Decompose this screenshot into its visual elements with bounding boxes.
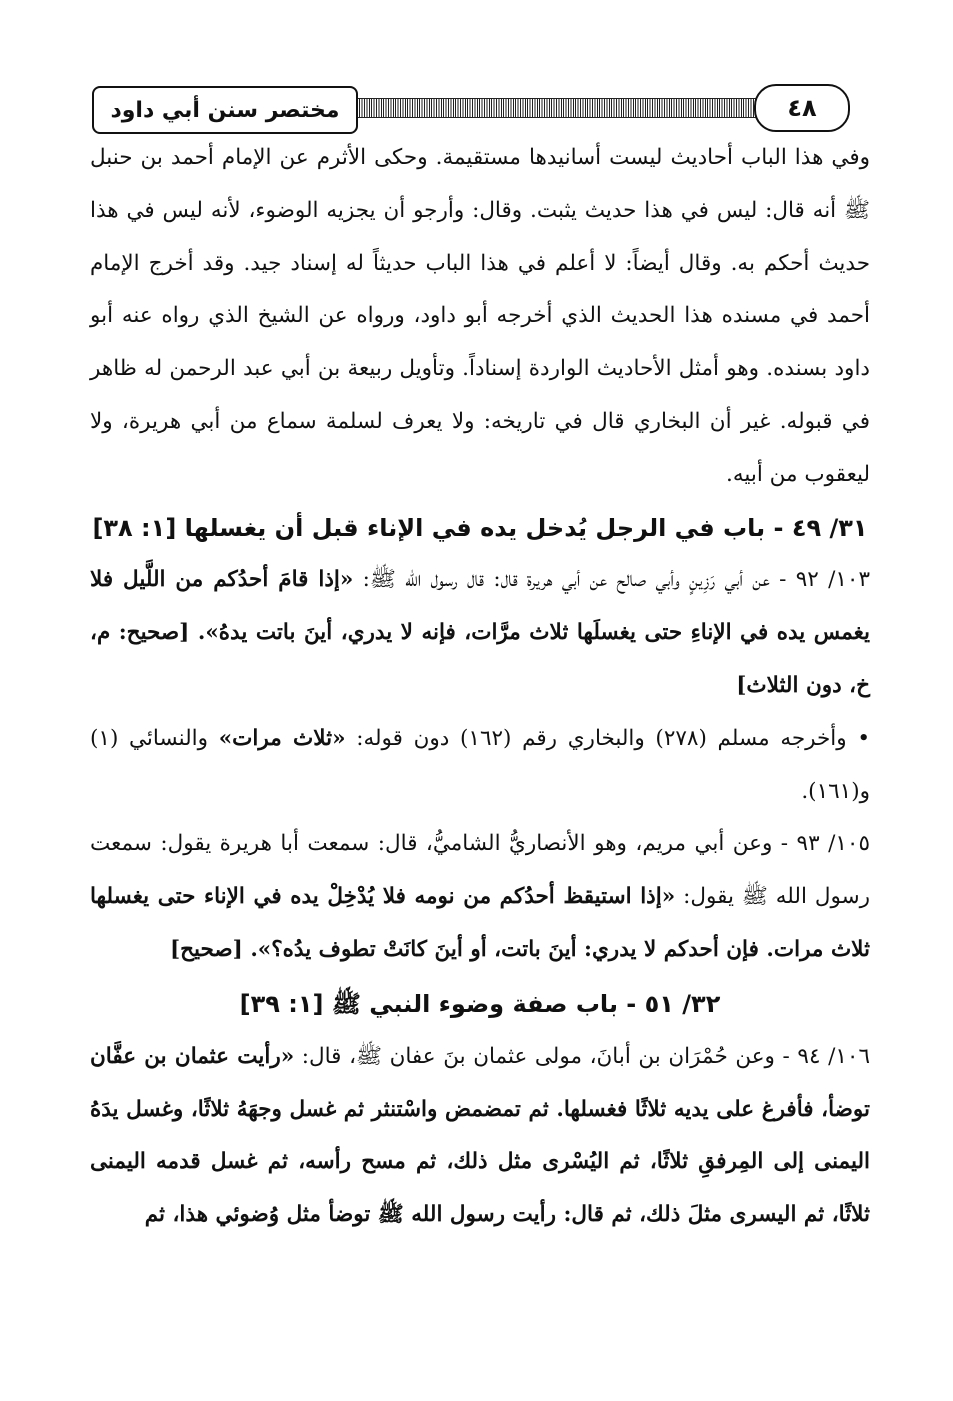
- hadith-93: [90, 818, 870, 976]
- page-body: [90, 132, 870, 1242]
- hadith-92-text: «إذا قامَ أحدُكم من اللَّيل فلا يغمس يده في الإناءِ حتى يغسلَها ثلاث مرَّات، فإنه لا يدري، أينَ باتت يدهُ».: [90, 567, 870, 646]
- header-rule: [352, 98, 778, 118]
- book-title: مختصر سنن أبي داود: [92, 86, 358, 134]
- hadith-93-text: «إذا استيقظ أحدُكم من نومه فلا يُدْخِلْ يده في الإناء حتى يغسلها ثلاث مرات. فإن أحدكم لا يدري: أينَ باتت، أو أينَ كانَتْ تطوف يدُه؟».: [90, 884, 870, 962]
- note-92-lead: • وأخرجه مسلم (٢٧٨) والبخاري رقم (١٦٢) دون قوله:: [345, 725, 870, 751]
- chapter-heading-49: ٣١/ ٤٩ - باب في الرجل يُدخل يده في الإناء قبل أن يغسلها [١: ٣٨]: [92, 513, 868, 542]
- running-header: [90, 82, 868, 134]
- hadith-93-grade: [صحيح]: [169, 936, 251, 962]
- hadith-94-isnad: ١٠٦/ ٩٤ - وعن حُمْرَان بن أبانَ، مولى عثمان بنَ عفان ﷺ، قال:: [294, 1043, 871, 1069]
- hadith-94: [90, 1031, 870, 1242]
- hadith-93-isnad: ١٠٥/ ٩٣ - وعن أبي مريم، وهو الأنصاريُّ الشاميُّ، قال: سمعت أبا هريرة يقول: سمعت رسول الله ﷺ يقول:: [90, 831, 870, 910]
- page-number: ٤٨: [754, 84, 850, 132]
- hadith-94-text: «رأيت عثمان بن عفَّان توضأ، فأفرغ على يديه ثلاثًا فغسلها. ثم تمضمض واسْتنثر ثم غسل وجهَهُ ثلاثًا، وغسل يدَهُ اليمنى إلى المِرفقِ ثلاثًا، ثم اليُسْرى مثل ذلك، ثم مسح رأسه، ثم غسل قدمه اليمنى ثلاثًا، ثم اليسرى مثلَ ذلك، ثم قال: رأيت رسول الله ﷺ توضأ مثل وُضوئي هذا، ثم: [90, 1043, 870, 1228]
- note-92: [90, 713, 870, 819]
- hadith-92-isnad: ١٠٣/ ٩٢ - عن أبي رَزِينٍ وأبي صالح عن أبي هريرة قال: قال رسول الله ﷺ:: [353, 567, 870, 593]
- hadith-92-grade: [صحيح: م، خ، دون الثلاث]: [90, 620, 870, 698]
- intro-paragraph: وفي هذا الباب أحاديث ليست أسانيدها مستقيمة. وحكى الأثرم عن الإمام أحمد بن حنبل ﷺ أنه قال: ليس في هذا حديث يثبت. وقال: وأرجو أن يجزيه الوضوء، لأنه ليس في هذا حديث أحكم به. وقال أيضاً: لا أعلم في هذا الباب حديثاً له إسناد جيد. وقد أخرج الإمام أحمد في مسنده هذا الحديث الذي أخرجه أبو داود، ورواه عن الشيخ الذي رواه عنه أبو داود بسنده. وهو أمثل الأحاديث الواردة إسناداً. وتأويل ربيعة بن أبي عبد الرحمن له ظاهر في قبوله. غير أن البخاري قال في تاريخه: ولا يعرف لسلمة سماع من أبي هريرة، ولا ليعقوب من أبيه.: [90, 145, 870, 487]
- chapter-heading-51: ٣٢/ ٥١ - باب صفة وضوء النبي ﷺ [١: ٣٩]: [239, 989, 721, 1018]
- note-92-tail: والنسائي (١) و(١٦١).: [90, 725, 870, 804]
- hadith-92: [90, 554, 870, 712]
- note-92-quote: «ثلاث مرات»: [218, 725, 346, 751]
